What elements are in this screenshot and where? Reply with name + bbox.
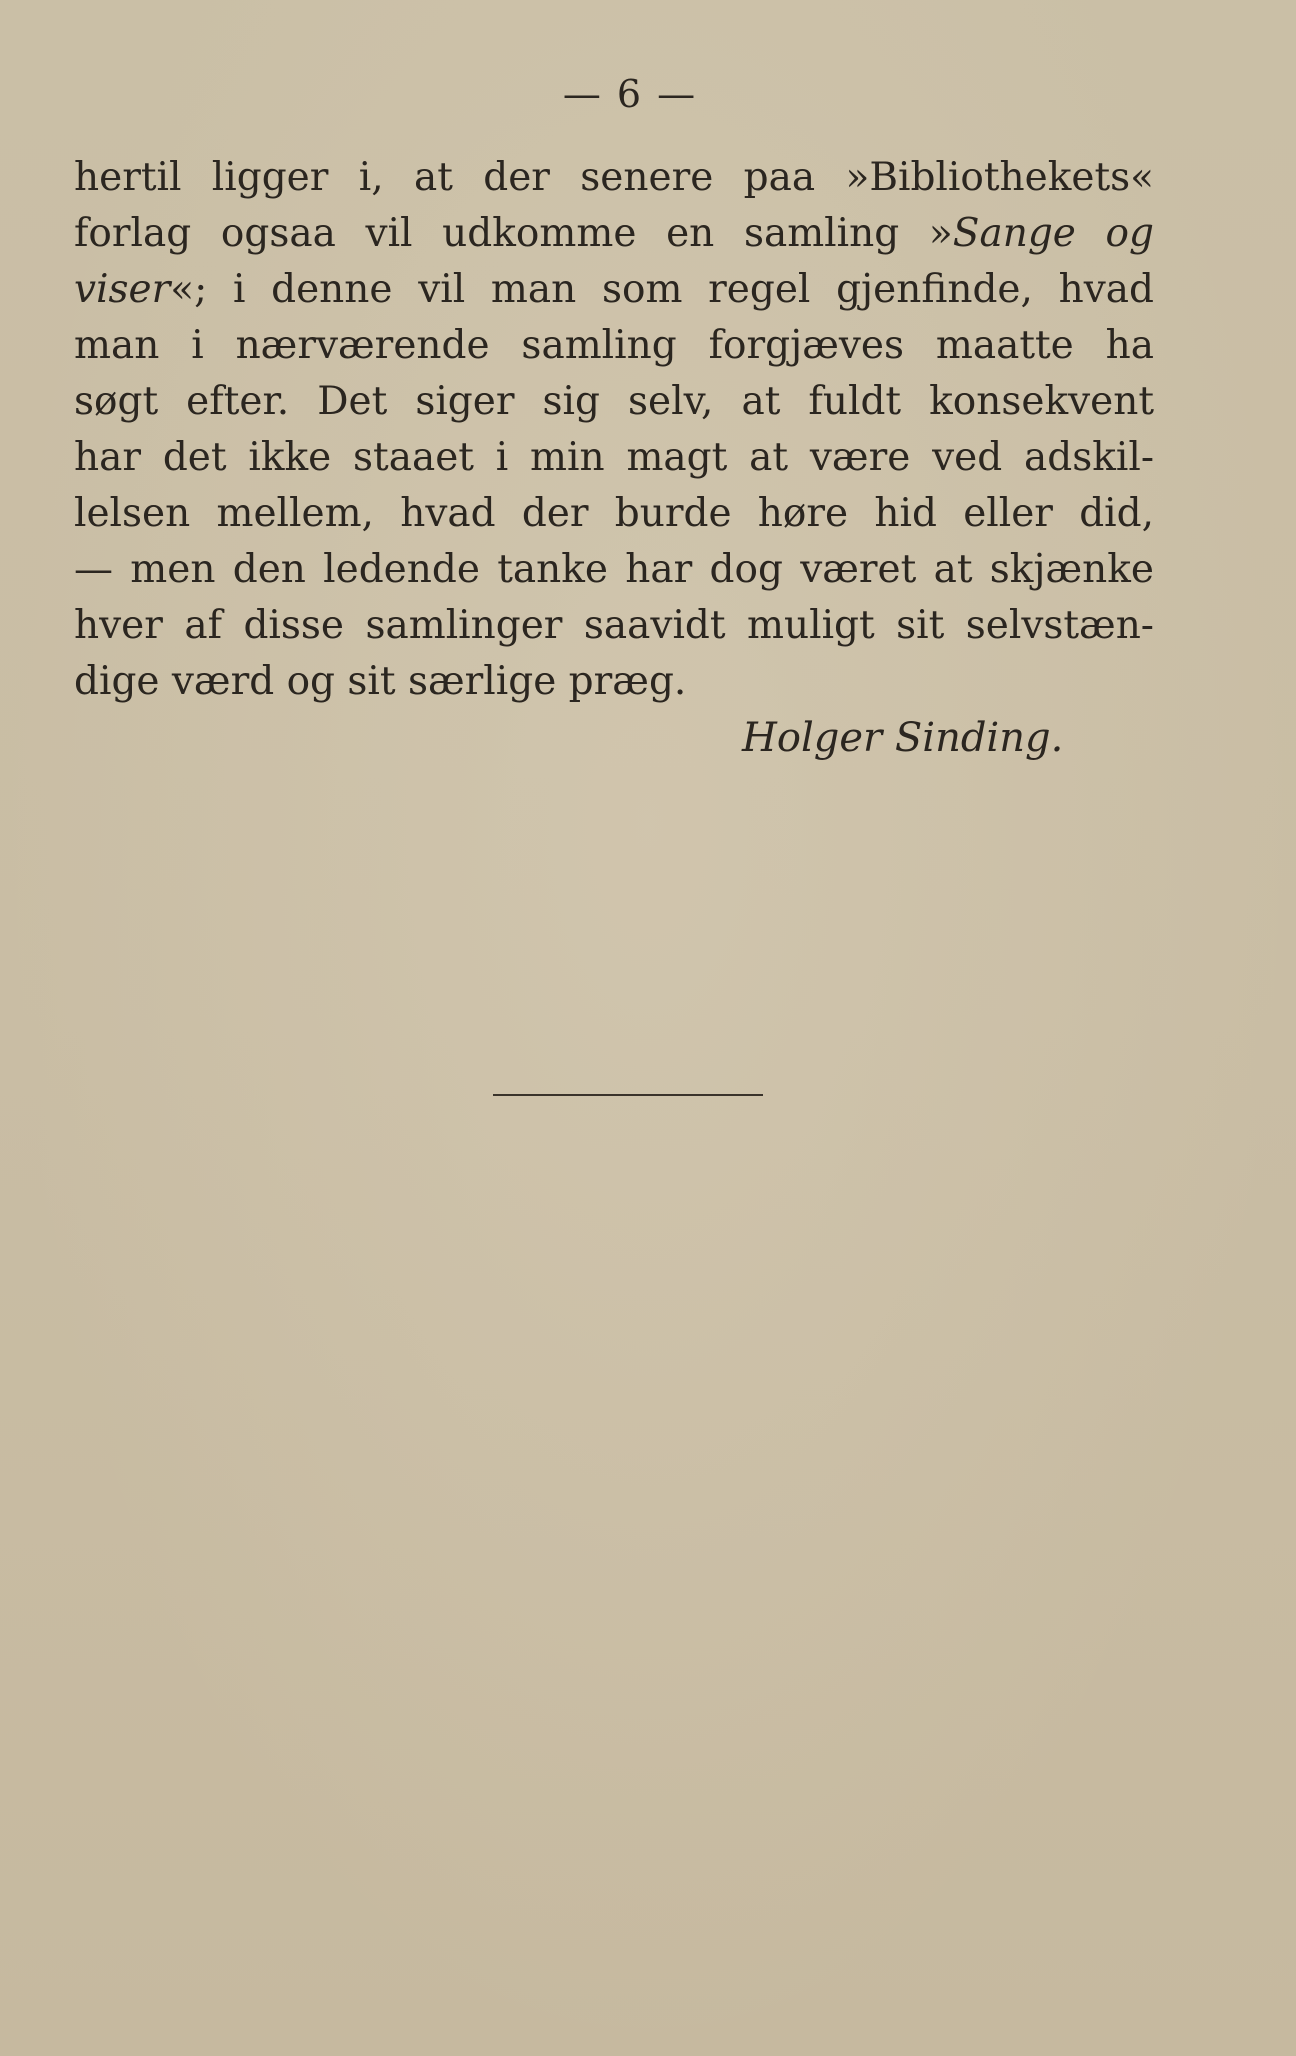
signature: Holger Sinding. [742, 715, 1064, 761]
text-segment: «; i denne vil man som regel gjenfinde, hvad [170, 267, 1154, 312]
text-line: man i nærværende samling forgjæves maatte ha [74, 323, 1154, 368]
text-line [74, 262, 1154, 318]
text-line: hertil ligger i, at der senere paa »Bibliothekets« [74, 155, 1154, 200]
text-line: — men den ledende tanke har dog været at skjænke [74, 547, 1154, 592]
text-line: lelsen mellem, hvad der burde høre hid eller did, [74, 491, 1154, 536]
italic-title: Sange og [952, 211, 1154, 256]
text-line: søgt efter. Det siger sig selv, at fuldt konsekvent [74, 379, 1154, 424]
page-number: — 6 — [562, 72, 698, 116]
text-line: dige værd og sit særlige præg. [74, 659, 687, 704]
text-segment: forlag ogsaa vil udkomme en samling » [74, 211, 953, 256]
body-text [74, 150, 1154, 710]
italic-title: viser [74, 267, 171, 312]
text-line: hver af disse samlinger saavidt muligt sit selvstæn- [74, 603, 1154, 648]
text-line [74, 206, 1154, 262]
text-line: har det ikke staaet i min magt at være ved adskil- [74, 435, 1154, 480]
divider-rule [493, 1094, 763, 1096]
